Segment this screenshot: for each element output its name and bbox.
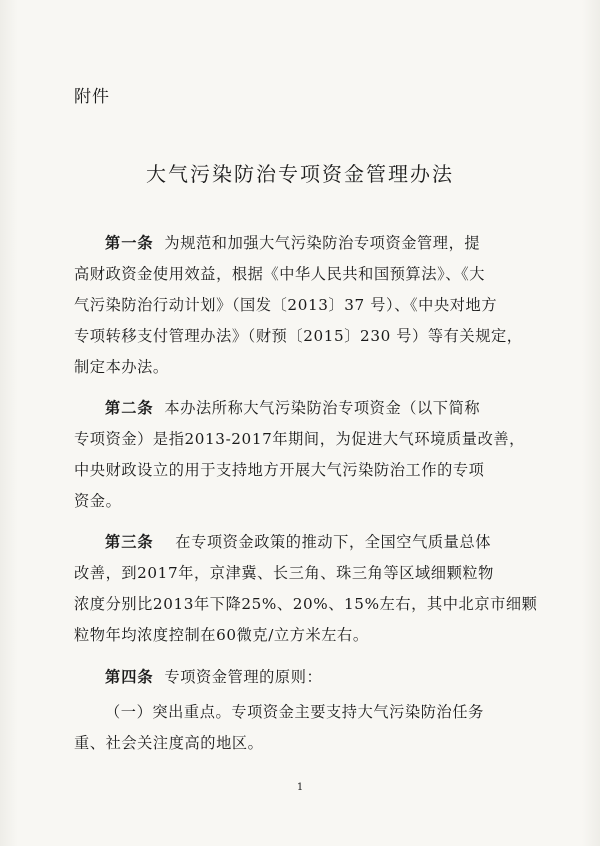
article-1-label: 第一条: [105, 234, 154, 252]
article-line: [74, 527, 504, 558]
article-line: [74, 228, 504, 259]
page-number: 1: [296, 782, 304, 793]
principle-text: （一）突出重点。专项资金主要支持大气污染防治任务: [105, 703, 484, 721]
article-1: [74, 228, 523, 383]
article-text: 在专项资金政策的推动下，全国空气质量总体: [175, 533, 492, 551]
article-text: 本办法所称大气污染防治专项资金（以下简称: [164, 399, 481, 417]
article-line: 改善，到2017年，京津冀、长三角、珠三角等区域细颗粒物: [74, 564, 494, 582]
article-4: [74, 662, 504, 693]
article-line: 资金。: [74, 492, 122, 510]
article-line: [74, 662, 504, 693]
principle-1: [74, 697, 504, 759]
article-line: 制定本办法。: [74, 358, 169, 376]
principle-line: 重、社会关注度高的地区。: [74, 734, 264, 752]
document-title: 大气污染防治专项资金管理办法: [146, 162, 454, 186]
article-text: 为规范和加强大气污染防治专项资金管理，提: [164, 234, 481, 252]
article-line: 高财政资金使用效益，根据《中华人民共和国预算法》、《大: [74, 265, 486, 283]
article-2-label: 第二条: [105, 399, 154, 417]
article-line: 浓度分别比2013年下降25%、20%、15%左右，其中北京市细颗: [74, 595, 538, 613]
article-3: [74, 527, 538, 651]
article-4-label: 第四条: [105, 668, 154, 686]
article-2: [74, 393, 525, 517]
article-line: 专项转移支付管理办法》（财预〔2015〕230 号）等有关规定，: [74, 327, 523, 345]
article-line: [74, 393, 504, 424]
article-3-label: 第三条: [105, 533, 154, 551]
article-line: 粒物年均浓度控制在60微克/立方米左右。: [74, 626, 369, 644]
article-line: 中央财政设立的用于支持地方开展大气污染防治工作的专项: [74, 461, 485, 479]
article-line: 气污染防治行动计划》（国发〔2013〕37 号）、《中央对地方: [74, 296, 498, 314]
attachment-label: 附件: [74, 87, 110, 107]
article-line: 专项资金）是指2013-2017年期间，为促进大气环境质量改善，: [74, 430, 525, 448]
principle-line: [74, 697, 504, 728]
article-text: 专项资金管理的原则：: [164, 668, 323, 686]
